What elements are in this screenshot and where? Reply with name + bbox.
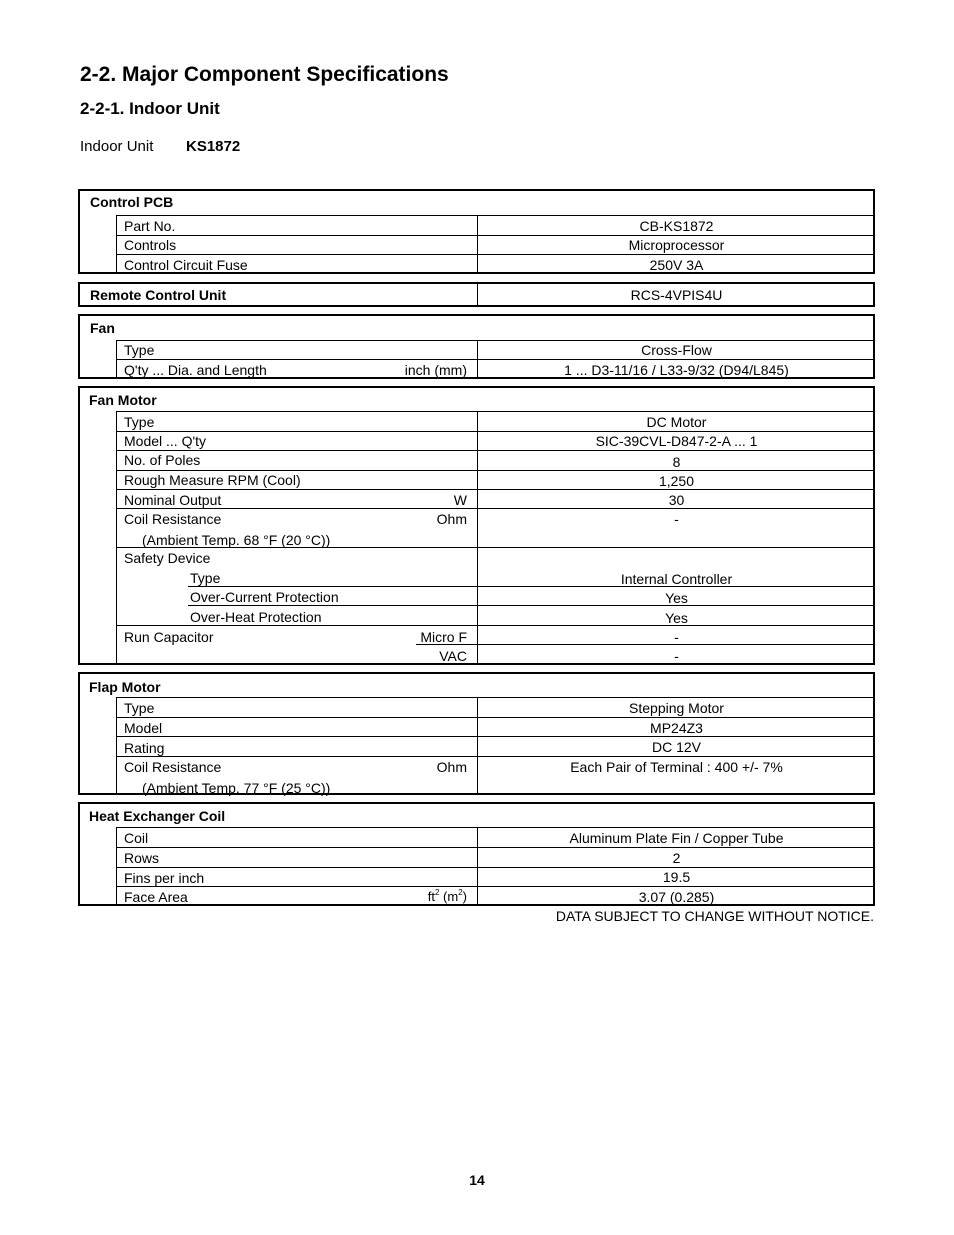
fm-type-value: DC Motor — [646, 414, 707, 430]
hx-fins-value: 19.5 — [662, 869, 691, 885]
fm-poles-value: 8 — [672, 454, 681, 470]
fm-coil-label: Coil Resistance — [124, 511, 222, 527]
fuse-value: 250V 3A — [649, 257, 704, 273]
part-no-value: CB-KS1872 — [639, 218, 714, 234]
fm-capacitor-value-microf: - — [674, 629, 679, 645]
heat-exchanger-table — [78, 802, 875, 906]
fan-title: Fan — [90, 320, 115, 336]
fan-motor-table — [78, 386, 875, 665]
hx-fins-label: Fins per inch — [124, 870, 205, 886]
fm-capacitor-label: Run Capacitor — [124, 629, 214, 645]
section-title: 2-2. Major Component Specifications — [80, 63, 449, 86]
fm-safety-type-value: Internal Controller — [620, 571, 733, 587]
fm-capacitor-value-vac: - — [674, 648, 679, 664]
hx-face-value: 3.07 (0.285) — [638, 889, 715, 905]
fm-capacitor-unit-vac: VAC — [439, 648, 467, 664]
fm-poles-label: No. of Poles — [124, 452, 201, 468]
fm-output-value: 30 — [668, 492, 685, 508]
fm-coil-value: - — [674, 511, 679, 527]
fm-overcurrent-value: Yes — [665, 590, 688, 606]
indoor-unit-model: KS1872 — [186, 138, 241, 155]
flap-rating-value: DC 12V — [651, 739, 702, 755]
change-notice: DATA SUBJECT TO CHANGE WITHOUT NOTICE. — [555, 908, 874, 924]
hx-rows-value: 2 — [672, 850, 681, 866]
fan-qty-unit: inch (mm) — [404, 362, 467, 378]
fan-type-value: Cross-Flow — [641, 342, 712, 358]
flap-type-label: Type — [124, 700, 155, 716]
fm-model-label: Model ... Q'ty — [124, 433, 207, 449]
remote-control-table — [78, 282, 875, 307]
heat-exchanger-title: Heat Exchanger Coil — [89, 808, 226, 824]
fm-rpm-label: Rough Measure RPM (Cool) — [124, 472, 301, 488]
fm-overcurrent-label: Over-Current Protection — [190, 589, 339, 605]
flap-coil-label: Coil Resistance — [124, 759, 222, 775]
flap-coil-value: Each Pair of Terminal : 400 +/- 7% — [570, 759, 783, 775]
flap-coil-ambient: (Ambient Temp. 77 °F (25 °C)) — [142, 780, 331, 796]
remote-control-title: Remote Control Unit — [90, 287, 227, 303]
control-pcb-table — [78, 189, 875, 274]
fm-rpm-value: 1,250 — [658, 473, 695, 489]
page-number: 14 — [469, 1172, 485, 1188]
fm-overheat-value: Yes — [665, 610, 688, 626]
hx-coil-value: Aluminum Plate Fin / Copper Tube — [569, 830, 784, 846]
fan-motor-title: Fan Motor — [89, 392, 157, 408]
hx-rows-label: Rows — [124, 850, 160, 866]
control-pcb-title: Control PCB — [90, 194, 174, 210]
fan-qty-value: 1 ... D3-11/16 / L33-9/32 (D94/L845) — [564, 362, 789, 378]
controls-label: Controls — [124, 237, 177, 253]
flap-coil-unit: Ohm — [436, 759, 467, 775]
fm-model-value: SIC-39CVL-D847-2-A ... 1 — [595, 433, 758, 449]
hx-face-label: Face Area — [124, 889, 188, 905]
fm-output-unit: W — [453, 492, 467, 508]
part-no-label: Part No. — [124, 218, 176, 234]
flap-rating-label: Rating — [124, 740, 165, 756]
fm-safety-type-label: Type — [190, 570, 221, 586]
indoor-unit-label: Indoor Unit — [80, 138, 154, 155]
fuse-label: Control Circuit Fuse — [124, 257, 248, 273]
fm-capacitor-unit-microf: Micro F — [420, 629, 467, 645]
fan-qty-label: Q'ty ... Dia. and Length — [124, 362, 267, 378]
subsection-title: 2-2-1. Indoor Unit — [80, 99, 220, 118]
fm-output-label: Nominal Output — [124, 492, 222, 508]
fm-safety-label: Safety Device — [124, 550, 211, 566]
hx-coil-label: Coil — [124, 830, 149, 846]
flap-motor-table — [78, 672, 875, 795]
fm-coil-unit: Ohm — [436, 511, 467, 527]
fan-type-label: Type — [124, 342, 155, 358]
remote-control-value: RCS-4VPIS4U — [630, 287, 723, 303]
fm-coil-ambient: (Ambient Temp. 68 °F (20 °C)) — [142, 532, 331, 548]
flap-type-value: Stepping Motor — [629, 700, 724, 716]
hx-face-unit: $ft^2$ $(m^2)$ — [427, 888, 467, 904]
fm-overheat-label: Over-Heat Protection — [190, 609, 322, 625]
flap-motor-title: Flap Motor — [89, 679, 161, 695]
controls-value: Microprocessor — [628, 237, 725, 253]
flap-model-label: Model — [124, 720, 163, 736]
fm-type-label: Type — [124, 414, 155, 430]
flap-model-value: MP24Z3 — [650, 720, 703, 736]
fan-table — [78, 314, 875, 379]
